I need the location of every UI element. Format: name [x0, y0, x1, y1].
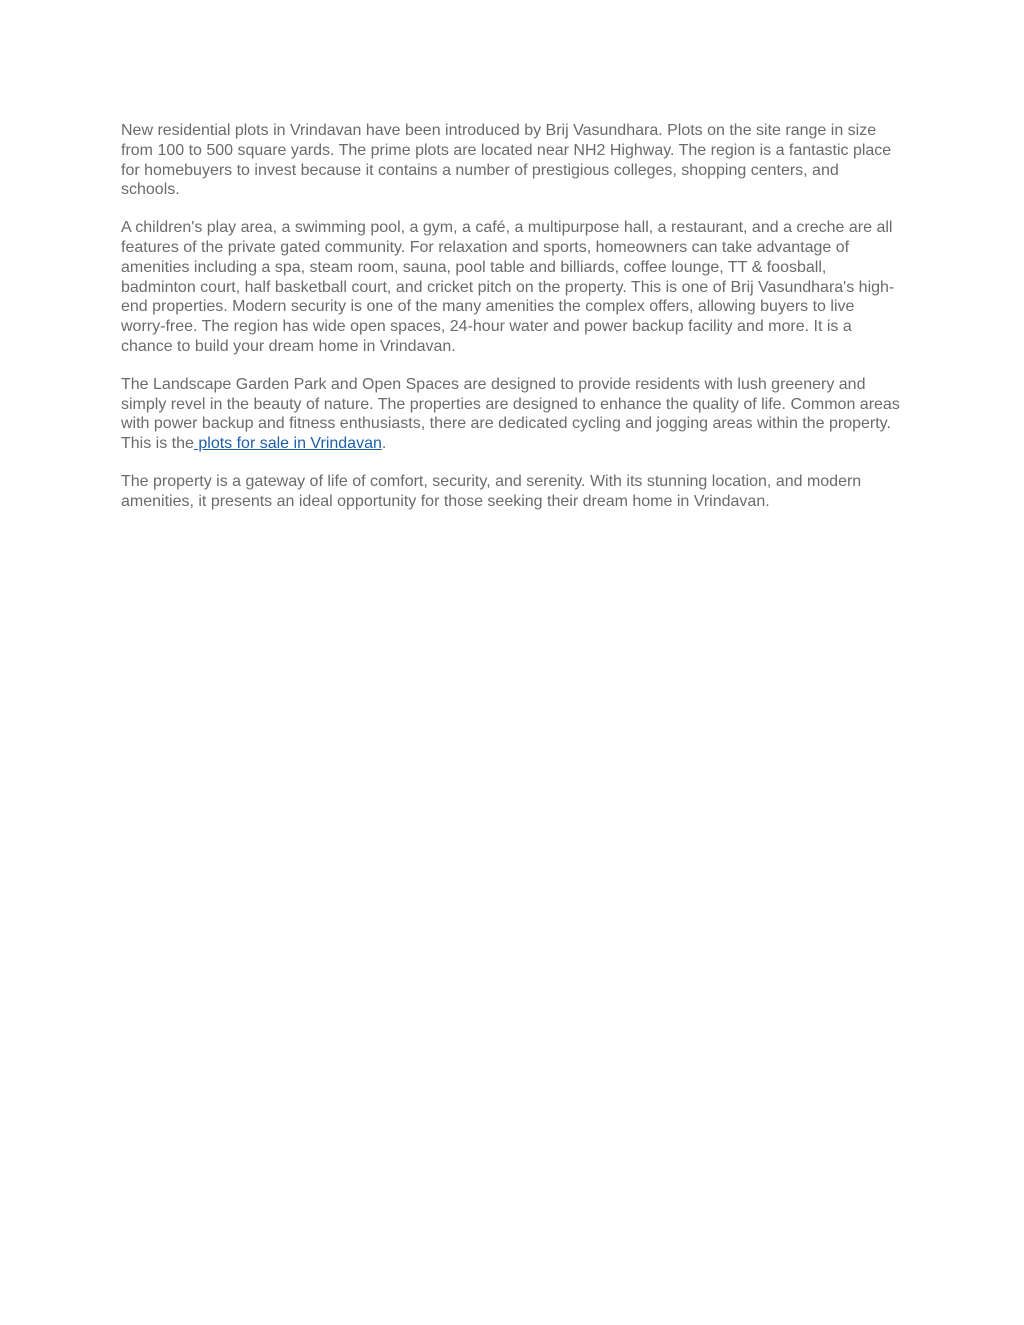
paragraph-intro: New residential plots in Vrindavan have been introduced by Brij Vasundhara. Plots on the site range in size from 100 to 500 square yards. The prime plots are located near NH2 Highway. The region is a fantastic place for homebuyers to invest because it contains a number of prestigious colleges, shopping centers, and schools. [121, 122, 892, 199]
paragraph-landscape [121, 375, 901, 454]
paragraph-amenities: A children's play area, a swimming pool, a gym, a café, a multipurpose hall, a restaurant, and a creche are all features of the private gated community. For relaxation and sports, homeowners can take advantage of amenities including a spa, steam room, sauna, pool table and billiards, coffee lounge, TT & foosball, badminton court, half basketball court, and cricket pitch on the property. This is one of Brij Vasundhara's high-end properties. Modern security is one of the many amenities the complex offers, allowing buyers to live worry-free. The region has wide open spaces, 24-hour water and power backup facility and more. It is a chance to build your dream home in Vrindavan. [121, 219, 895, 355]
plots-for-sale-link[interactable]: plots for sale in Vrindavan [193, 435, 382, 453]
document-body [121, 121, 901, 512]
paragraph-closing: The property is a gateway of life of comfort, security, and serenity. With its stunning location, and modern amenities, it presents an ideal opportunity for those seeking their dream home in Vrindavan. [121, 472, 862, 510]
paragraph-landscape-end: . [381, 435, 387, 453]
paragraph-landscape-text: The Landscape Garden Park and Open Spaces are designed to provide residents with lush greenery and simply revel in the beauty of nature. The properties are designed to enhance the quality of life. Common areas with power backup and fitness enthusiasts, there are dedicated cycling and jogging areas within the property. This is the [121, 375, 900, 453]
